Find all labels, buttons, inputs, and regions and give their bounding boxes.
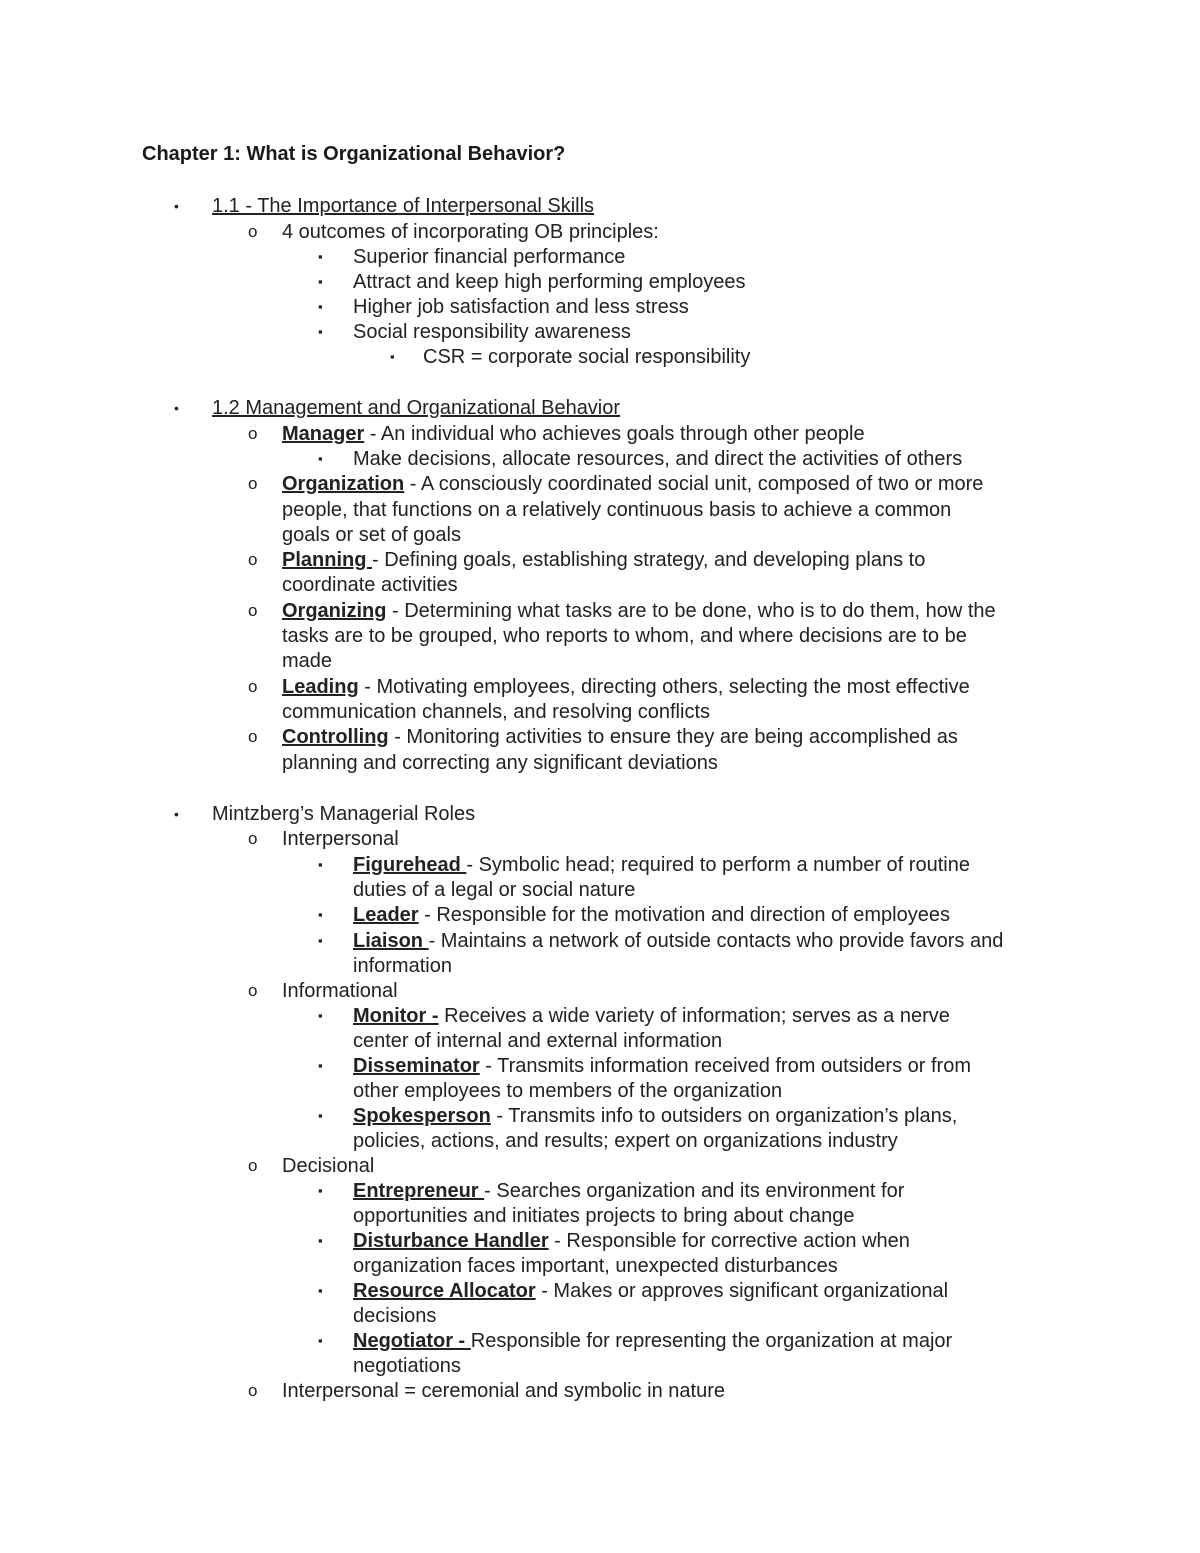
bullet-square-icon: ▪ [318,1058,323,1073]
term-label: Monitor - [353,1005,439,1027]
line-body: Social responsibility awareness [353,321,631,343]
term-label: Planning [282,549,372,571]
bullet-circle-icon: o [248,550,258,569]
bullet-square-icon: ▪ [318,857,323,872]
bullet-square-icon: ▪ [318,299,323,314]
outline-line [0,269,1200,295]
term-label: Organization [282,473,405,495]
line-text [353,269,745,295]
line-body: made [282,650,333,672]
line-text [282,598,996,624]
term-label: Leading [282,676,359,698]
bullet-square-icon: ▪ [318,1183,323,1198]
line-text [282,497,951,523]
line-body: - A consciously coordinated social unit, composed of two or more [404,473,984,495]
outline-line [0,877,1200,903]
bullet-circle-icon: o [248,677,258,696]
term-label: Spokesperson [353,1105,491,1127]
line-text [353,294,689,320]
bullet-disc-icon: • [174,806,179,822]
term-label: Manager [282,423,365,445]
line-body: communication channels, and resolving conflicts [282,701,710,723]
line-text [212,193,594,219]
line-body: Receives a wide variety of information; serves as a nerve [438,1005,950,1027]
line-text [282,572,458,598]
line-body: Interpersonal = ceremonial and symbolic in nature [282,1380,726,1402]
bullet-circle-icon: o [248,601,258,620]
outline-line [0,1203,1200,1229]
bullet-square-icon: ▪ [318,249,323,264]
bullet-circle-icon: o [248,981,258,1000]
outline-line [0,219,1200,245]
outline-line [0,598,1200,624]
line-body: - Symbolic head; required to perform a number of routine [466,854,970,876]
line-text [353,244,625,270]
term-label: Entrepreneur [353,1180,485,1202]
line-text [423,344,750,370]
line-text [353,1303,436,1329]
outline-line [0,1353,1200,1379]
term-label: Organizing [282,600,387,622]
bullet-circle-icon: o [248,829,258,848]
outline-line [0,344,1200,370]
line-text [282,522,461,548]
line-text [282,826,399,852]
outline-line [0,395,1200,421]
bullet-square-icon: ▪ [318,324,323,339]
line-text [353,1053,971,1079]
bullet-square-icon: ▪ [318,1233,323,1248]
outline-line [0,471,1200,497]
line-text [353,1228,910,1254]
line-body: center of internal and external information [353,1030,723,1052]
line-body: policies, actions, and results; expert on organizations industry [353,1130,898,1152]
outline-line [0,1028,1200,1054]
line-text [282,724,958,750]
outline-line [0,572,1200,598]
line-text [282,1153,374,1179]
line-body: - Defining goals, establishing strategy, and developing plans to [372,549,926,571]
term-label: Disseminator [353,1055,480,1077]
outline-line [0,699,1200,725]
line-body: Interpersonal [282,828,399,850]
bullet-circle-icon: o [248,424,258,443]
section-heading: 1.2 Management and Organizational Behavior [212,397,621,419]
bullet-square-icon: ▪ [318,1283,323,1298]
line-body: Superior financial performance [353,246,626,268]
line-text [353,877,635,903]
outline-line [0,547,1200,573]
line-body: - Searches organization and its environment for [484,1180,905,1202]
bullet-square-icon: ▪ [318,1108,323,1123]
term-label: Resource Allocator [353,1280,536,1302]
line-text [353,928,1003,954]
outline-line [0,1078,1200,1104]
outline-line [0,193,1200,219]
outline-line [0,852,1200,878]
chapter-title: Chapter 1: What is Organizational Behavior? [142,143,566,165]
outline-line [0,1103,1200,1129]
outline-line [0,674,1200,700]
outline-line [0,421,1200,447]
outline-line [0,1003,1200,1029]
outline-line [0,1328,1200,1354]
line-text [282,623,967,649]
line-body: other employees to members of the organization [353,1080,783,1102]
outline-line [0,1178,1200,1204]
outline-line [0,1278,1200,1304]
line-text [282,421,865,447]
line-text [353,1353,461,1379]
line-text [353,1078,782,1104]
line-text [353,1003,950,1029]
line-text [282,471,983,497]
outline-line [0,1303,1200,1329]
line-text [282,219,659,245]
term-label: Disturbance Handler [353,1230,549,1252]
line-body: information [353,955,452,977]
bullet-disc-icon: • [174,198,179,214]
term-label: Negotiator - [353,1330,471,1352]
outline-line [0,522,1200,548]
outline-line [0,1053,1200,1079]
outline-line [0,1378,1200,1404]
line-body: duties of a legal or social nature [353,879,636,901]
line-text [353,1128,898,1154]
bullet-circle-icon: o [248,1156,258,1175]
line-text [282,750,718,776]
line-body: Decisional [282,1155,375,1177]
line-text [353,1328,952,1354]
bullet-circle-icon: o [248,727,258,746]
outline-line [0,446,1200,472]
line-body: coordinate activities [282,574,458,596]
line-body: CSR = corporate social responsibility [423,346,751,368]
line-body: - Responsible for the motivation and direction of employees [418,904,950,926]
line-text [353,1103,957,1129]
line-text [353,1278,948,1304]
bullet-square-icon: ▪ [318,451,323,466]
line-body: - Monitoring activities to ensure they are being accomplished as [388,726,958,748]
outline-line [0,902,1200,928]
line-body: 4 outcomes of incorporating OB principles: [282,221,659,243]
line-body: opportunities and initiates projects to bring about change [353,1205,855,1227]
bullet-circle-icon: o [248,1381,258,1400]
line-text [353,1203,854,1229]
outline-line [0,801,1200,827]
bullet-square-icon: ▪ [318,274,323,289]
line-text [212,395,620,421]
line-text [353,1028,722,1054]
bullet-square-icon: ▪ [390,349,395,364]
outline-line [0,978,1200,1004]
outline-line [0,244,1200,270]
line-body: Mintzberg’s Managerial Roles [212,803,476,825]
line-text [353,953,452,979]
bullet-square-icon: ▪ [318,933,323,948]
bullet-circle-icon: o [248,222,258,241]
outline-line [0,928,1200,954]
line-text [212,801,475,827]
outline-line [0,953,1200,979]
line-text [353,1178,904,1204]
outline-line [0,1253,1200,1279]
section-heading: 1.1 - The Importance of Interpersonal Skills [212,195,595,217]
line-body: - An individual who achieves goals through other people [364,423,865,445]
bullet-circle-icon: o [248,474,258,493]
outline-line [0,1128,1200,1154]
bullet-square-icon: ▪ [318,1008,323,1023]
line-body: - Determining what tasks are to be done, who is to do them, how the [386,600,996,622]
line-body: - Maintains a network of outside contacts who provide favors and [428,930,1004,952]
line-body: Informational [282,980,398,1002]
line-body: decisions [353,1305,437,1327]
line-body: - Motivating employees, directing others, selecting the most effective [358,676,970,698]
line-text [282,699,710,725]
line-text [353,852,970,878]
line-text [282,978,398,1004]
bullet-square-icon: ▪ [318,907,323,922]
outline-line [0,826,1200,852]
line-body: - Transmits info to outsiders on organization’s plans, [490,1105,958,1127]
line-body: tasks are to be grouped, who reports to whom, and where decisions are to be [282,625,967,647]
line-body: organization faces important, unexpected disturbances [353,1255,838,1277]
term-label: Controlling [282,726,389,748]
line-body: - Transmits information received from outsiders or from [479,1055,971,1077]
bullet-disc-icon: • [174,400,179,416]
line-body: people, that functions on a relatively continuous basis to achieve a common [282,499,952,521]
term-label: Figurehead [353,854,467,876]
term-label: Liaison [353,930,429,952]
line-body: planning and correcting any significant deviations [282,752,718,774]
line-body: goals or set of goals [282,524,461,546]
outline-line [0,750,1200,776]
line-body: - Responsible for corrective action when [548,1230,910,1252]
line-text [353,446,962,472]
line-text [282,674,970,700]
line-body: Attract and keep high performing employees [353,271,746,293]
outline-line [0,648,1200,674]
line-body: negotiations [353,1355,461,1377]
line-body: Responsible for representing the organization at major [470,1330,953,1352]
outline-line [0,294,1200,320]
outline-line [0,319,1200,345]
outline-line [0,1153,1200,1179]
line-body: Make decisions, allocate resources, and direct the activities of others [353,448,963,470]
line-body: - Makes or approves significant organizational [535,1280,949,1302]
line-text [282,547,925,573]
bullet-square-icon: ▪ [318,1333,323,1348]
line-text [282,1378,725,1404]
line-text [353,1253,838,1279]
line-body: Higher job satisfaction and less stress [353,296,689,318]
outline-line [0,724,1200,750]
line-text [353,902,950,928]
line-text [282,648,332,674]
outline-line [0,497,1200,523]
term-label: Leader [353,904,419,926]
outline-line [0,623,1200,649]
line-text [353,319,631,345]
outline-line [0,1228,1200,1254]
